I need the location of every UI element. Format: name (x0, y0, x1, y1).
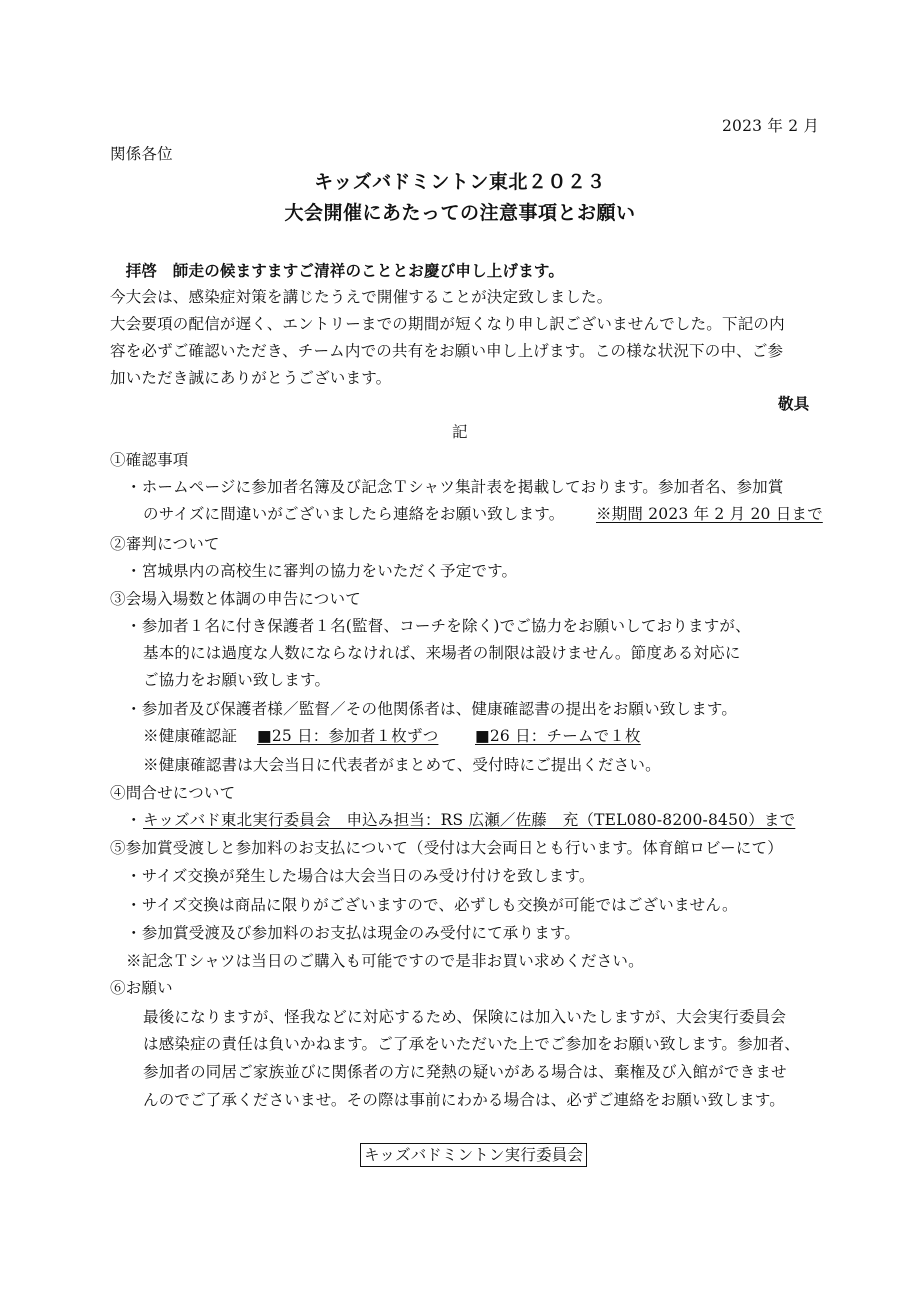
list-item: ・サイズ交換が発生した場合は大会当日のみ受け付けを致します。 (126, 867, 595, 885)
list-item: のサイズに間違いがございましたら連絡をお願い致します。 (143, 505, 565, 523)
list-item: ・ホームページに参加者名簿及び記念Ｔシャツ集計表を掲載しております。参加者名、参加賞 (126, 478, 784, 496)
list-item: ・宮城県内の高校生に審判の協力をいただく予定です。 (126, 562, 518, 580)
section-heading: ⑥お願い (110, 979, 173, 997)
tshirt-note: ※記念Ｔシャツは当日のご購入も可能ですので是非お買い求めください。 (126, 952, 644, 970)
contact-line: キッズバド東北実行委員会 申込み担当：RS 広瀬／佐藤 充（TEL080-8200-8450）まで (143, 811, 796, 829)
intro-line: 容を必ずご確認いただき、チーム内での共有をお願い申し上げます。この様な状況下の中、ご参 (110, 342, 784, 360)
document-title-line2: 大会開催にあたっての注意事項とお願い (284, 202, 636, 224)
organizer-box: キッズバドミントン実行委員会 (360, 1143, 587, 1167)
section-heading: ①確認事項 (110, 451, 189, 469)
closing-keigu: 敬具 (778, 394, 810, 413)
list-item: ・参加者及び保護者様／監督／その他関係者は、健康確認書の提出をお願い致します。 (126, 700, 738, 718)
document-date: 2023 年 2 月 (722, 117, 820, 135)
request-line: は感染症の責任は負いかねます。ご了承をいただいた上でご参加をお願い致します。参加者、 (143, 1035, 800, 1053)
section-heading: ⑤参加賞受渡しと参加料のお支払について（受付は大会両日とも行います。体育館ロビーにて） (110, 839, 783, 857)
ki-marker: 記 (452, 423, 468, 441)
request-line: んのでご了承くださいませ。その際は事前にわかる場合は、必ずご連絡をお願い致します。 (143, 1091, 785, 1109)
section-heading: ③会場入場数と体調の申告について (110, 590, 361, 608)
health-note: ※健康確認書は大会当日に代表者がまとめて、受付時にご提出ください。 (143, 756, 661, 774)
document-title-line1: キッズバドミントン東北２０２３ (314, 171, 606, 193)
intro-line: 今大会は、感染症対策を講じたうえで開催することが決定致しました。 (110, 288, 613, 306)
greeting: 拝啓 師走の候ますますご清祥のこととお慶び申し上げます。 (110, 261, 565, 280)
section-heading: ④問合せについて (110, 784, 236, 802)
recipient: 関係各位 (110, 145, 173, 163)
intro-line: 加いただき誠にありがとうございます。 (110, 369, 392, 387)
health-note-day25: ■25 日：参加者１枚ずつ (257, 727, 439, 745)
section-heading: ②審判について (110, 535, 220, 553)
list-item: ・参加賞受渡及び参加料のお支払は現金のみ受付にて承ります。 (126, 924, 581, 942)
deadline-note: ※期間 2023 年 2 月 20 日まで (596, 505, 823, 523)
list-item: 基本的には過度な人数にならなければ、来場者の制限は設けません。節度ある対応に (143, 644, 741, 662)
health-note-label: ※健康確認証 (143, 727, 238, 745)
request-line: 最後になりますが、怪我などに対応するため、保険には加入いたしますが、大会実行委員会 (143, 1008, 787, 1026)
list-item: ご協力をお願い致します。 (143, 671, 331, 689)
intro-line: 大会要項の配信が遅く、エントリーまでの期間が短くなり申し訳ございませんでした。下記の内 (110, 315, 785, 333)
health-note-day26: ■26 日：チームで１枚 (475, 727, 641, 745)
contact-bullet: ・ (126, 811, 142, 829)
list-item: ・サイズ交換は商品に限りがございますので、必ずしも交換が可能ではございません。 (126, 896, 738, 914)
list-item: ・参加者１名に付き保護者１名(監督、コーチを除く)でご協力をお願いしておりますが、 (126, 617, 751, 635)
request-line: 参加者の同居ご家族並びに関係者の方に発熱の疑いがある場合は、棄権及び入館ができませ (143, 1063, 787, 1081)
